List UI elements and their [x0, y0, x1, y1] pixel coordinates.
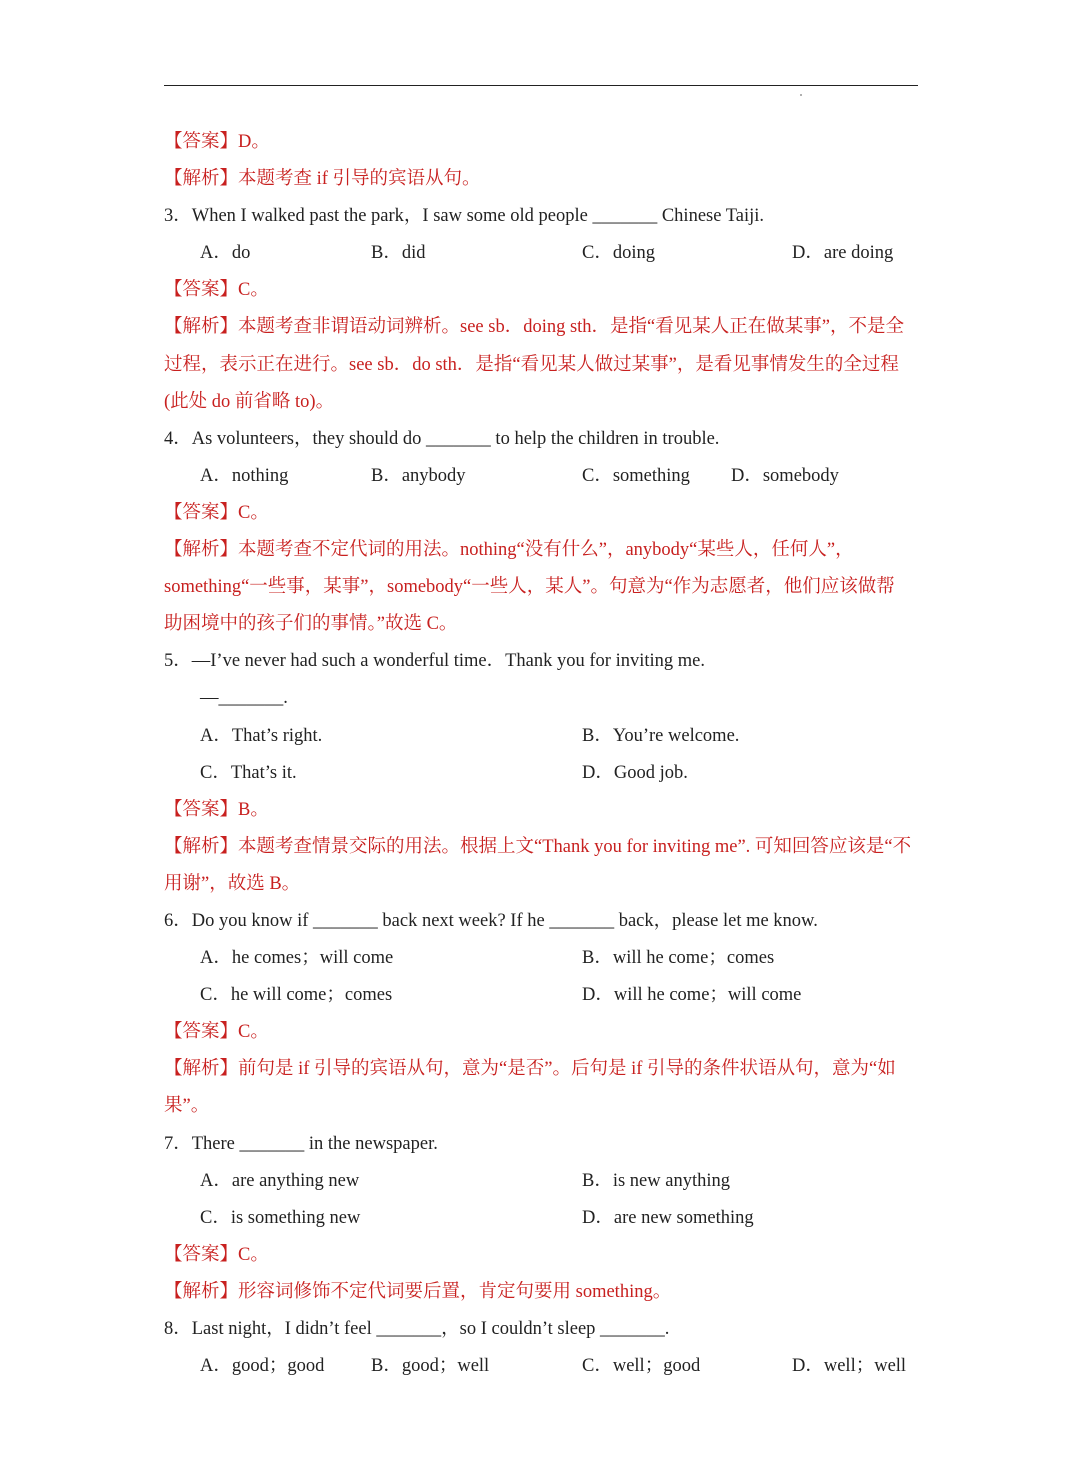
analysis-q4-line3: 助困境中的孩子们的事情。”故选 C。 [164, 614, 458, 635]
option-b: B．You’re welcome. [582, 725, 740, 746]
option-a: A．do [200, 243, 251, 264]
analysis-q3-line1: 【解析】本题考查非谓语动词辨析。see sb．doing sth．是指“看见某人正在做某事”，不是全 [164, 317, 904, 338]
question-4-options [164, 458, 920, 495]
question-5-stem: 5．—I’ve never had such a wonderful time．Thank you for inviting me. [164, 651, 705, 672]
option-b: B．will he come；comes [582, 948, 775, 969]
option-c: C．he will come；comes [200, 985, 393, 1006]
analysis-q3-line3: (此处 do 前省略 to)。 [164, 391, 335, 412]
answer-q2: 【答案】D。 [164, 132, 270, 152]
option-d: D．well；well [792, 1356, 907, 1377]
question-3-stem: 3．When I walked past the park，I saw some old people _______ Chinese Taiji. [164, 206, 764, 227]
analysis-q5-line2: 用谢”，故选 B。 [164, 873, 301, 894]
option-b: B．anybody [371, 465, 466, 486]
question-7-options-row1 [164, 1163, 920, 1200]
question-6-options-row1 [164, 940, 920, 977]
option-c: C．That’s it. [200, 762, 297, 783]
question-5-options-row1 [164, 718, 920, 755]
option-b: B．good；well [371, 1356, 490, 1377]
question-6-options-row2 [164, 977, 920, 1014]
question-4-stem: 4．As volunteers，they should do _______ to help the children in trouble. [164, 428, 720, 449]
option-c: C．well；good [582, 1356, 701, 1377]
question-7-stem: 7．There _______ in the newspaper. [164, 1133, 438, 1154]
analysis-q6-line2: 果”。 [164, 1096, 210, 1117]
question-5-options-row2 [164, 755, 920, 792]
question-8-options [164, 1348, 920, 1385]
option-a: A．nothing [200, 465, 289, 486]
option-c: C．doing [582, 243, 655, 264]
analysis-q5-line1: 【解析】本题考查情景交际的用法。根据上文“Thank you for inviting me”. 可知回答应该是“不 [164, 836, 912, 857]
exam-content [164, 124, 920, 1385]
analysis-q6-line1: 【解析】前句是 if 引导的宾语从句，意为“是否”。后句是 if 引导的条件状语从句，意为“如 [164, 1059, 896, 1080]
analysis-q2: 【解析】本题考查 if 引导的宾语从句。 [164, 169, 481, 190]
answer-q3: 【答案】C。 [164, 280, 269, 301]
question-5-reply: —_______. [200, 688, 288, 709]
question-8-stem: 8．Last night，I didn’t feel _______，so I couldn’t sleep _______. [164, 1319, 670, 1339]
question-3-options [164, 235, 920, 272]
option-d: D．are doing [792, 243, 894, 264]
option-a: A．he comes；will come [200, 948, 394, 969]
option-d: D．are new something [582, 1207, 754, 1228]
analysis-q3-line2: 过程，表示正在进行。see sb．do sth．是指“看见某人做过某事”，是看见事情发生的全过程 [164, 354, 899, 375]
header-rule [164, 85, 918, 86]
analysis-q7-line1: 【解析】形容词修饰不定代词要后置，肯定句要用 something。 [164, 1281, 672, 1302]
header-mark [800, 94, 802, 96]
analysis-q4-line1: 【解析】本题考查不定代词的用法。nothing“没有什么”，anybody“某些人，任何人”， [164, 540, 854, 561]
analysis-q4-line2: something“一些事，某事”，somebody“一些人，某人”。句意为“作为志愿者，他们应该做帮 [164, 577, 895, 598]
option-a: A．good；good [200, 1356, 325, 1377]
option-b: B．is new anything [582, 1170, 730, 1191]
option-c: C．something [582, 465, 690, 486]
option-a: A．are anything new [200, 1170, 360, 1191]
answer-q4: 【答案】C。 [164, 502, 269, 523]
option-d: D．Good job. [582, 762, 688, 783]
option-b: B．did [371, 243, 426, 264]
option-a: A．That’s right. [200, 725, 323, 746]
question-6-stem: 6．Do you know if _______ back next week? If he _______ back，please let me know. [164, 910, 818, 931]
option-c: C．is something new [200, 1207, 361, 1228]
answer-q5: 【答案】B。 [164, 799, 269, 820]
option-d: D．somebody [731, 465, 839, 486]
answer-q7: 【答案】C。 [164, 1244, 269, 1265]
question-7-options-row2 [164, 1200, 920, 1237]
option-d: D．will he come；will come [582, 985, 802, 1006]
answer-q6: 【答案】C。 [164, 1022, 269, 1043]
